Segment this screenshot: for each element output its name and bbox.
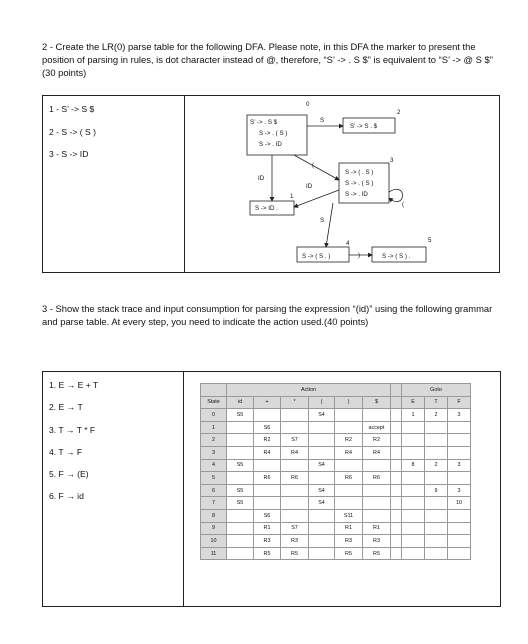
table-cell: R4	[254, 446, 281, 459]
column-divider	[184, 96, 185, 272]
state-cell: 1	[201, 421, 227, 434]
table-cell: S4	[309, 497, 335, 510]
table-cell: R4	[281, 446, 309, 459]
table-cell	[425, 497, 448, 510]
table-cell: R3	[254, 535, 281, 548]
column-header: F	[448, 396, 471, 409]
goto-header: Goto	[402, 384, 471, 397]
table-cell	[309, 446, 335, 459]
table-cell	[254, 497, 281, 510]
dfa-state-2-item-1: S’ -> S . $	[350, 123, 378, 130]
grammar-rule-2: 2. E → T	[49, 402, 83, 412]
state-cell: 2	[201, 434, 227, 447]
table-cell	[402, 535, 425, 548]
dfa-edge-label-3-3: (	[402, 201, 405, 208]
table-cell: R2	[254, 434, 281, 447]
table-row	[201, 409, 471, 422]
question-2-box	[42, 95, 500, 273]
column-divider	[183, 372, 184, 606]
spacer-cell	[391, 522, 402, 535]
table-cell	[281, 497, 309, 510]
table-cell: R5	[281, 547, 309, 560]
state-cell: 11	[201, 547, 227, 560]
table-cell	[448, 472, 471, 485]
table-corner-cell	[201, 384, 227, 397]
table-cell: R1	[254, 522, 281, 535]
table-cell	[363, 484, 391, 497]
table-cell	[402, 497, 425, 510]
dfa-state-number-4: 4	[346, 240, 350, 247]
table-cell: S4	[309, 409, 335, 422]
state-cell: 6	[201, 484, 227, 497]
spacer-cell	[391, 384, 402, 397]
table-cell: S11	[335, 509, 363, 522]
dfa-edge-label-0-3: (	[312, 162, 315, 169]
table-cell	[335, 484, 363, 497]
table-cell	[309, 509, 335, 522]
grammar-rule-1: 1. E → E + T	[49, 380, 99, 390]
table-cell: S5	[227, 409, 254, 422]
grammar-rule-3: 3 - S -> ID	[49, 149, 89, 159]
dfa-state-number-0: 0	[306, 101, 310, 108]
table-cell	[402, 484, 425, 497]
spacer-cell	[391, 396, 402, 409]
table-row	[201, 434, 471, 447]
dfa-state-3-item-2: S -> . ( S )	[345, 180, 374, 187]
state-cell: 8	[201, 509, 227, 522]
table-cell	[227, 434, 254, 447]
table-cell	[363, 409, 391, 422]
table-cell	[448, 522, 471, 535]
table-cell: R5	[363, 547, 391, 560]
spacer-cell	[391, 421, 402, 434]
grammar-rule-1: 1 - S’ -> S $	[49, 104, 95, 114]
table-cell	[425, 421, 448, 434]
table-cell	[402, 421, 425, 434]
table-cell: S6	[254, 421, 281, 434]
table-cell: 10	[448, 497, 471, 510]
column-header: $	[363, 396, 391, 409]
table-row	[201, 509, 471, 522]
table-cell	[281, 459, 309, 472]
dfa-edge-label-3-4: S	[320, 217, 325, 224]
dfa-edge-label-0-1: ID	[258, 175, 265, 182]
table-cell: accept	[363, 421, 391, 434]
column-header: *	[281, 396, 309, 409]
table-cell: 2	[425, 459, 448, 472]
table-cell: S5	[227, 459, 254, 472]
spacer-cell	[391, 472, 402, 485]
table-cell	[402, 509, 425, 522]
table-cell	[309, 472, 335, 485]
spacer-cell	[391, 497, 402, 510]
state-cell: 0	[201, 409, 227, 422]
table-cell: 8	[402, 459, 425, 472]
table-cell	[309, 547, 335, 560]
table-cell: S6	[254, 509, 281, 522]
table-cell	[335, 409, 363, 422]
table-cell: R3	[363, 535, 391, 548]
table-cell	[425, 535, 448, 548]
table-cell	[281, 484, 309, 497]
dfa-state-5-item-1: S -> ( S ) .	[382, 253, 411, 260]
dfa-state-number-1: 1	[290, 193, 294, 200]
table-cell	[254, 459, 281, 472]
table-cell	[227, 547, 254, 560]
table-cell	[309, 522, 335, 535]
dfa-state-number-3: 3	[390, 157, 394, 164]
grammar-rule-4: 4. T → F	[49, 447, 83, 457]
table-cell	[448, 509, 471, 522]
table-cell	[425, 446, 448, 459]
table-cell: S5	[227, 497, 254, 510]
table-cell: R6	[281, 472, 309, 485]
spacer-cell	[391, 535, 402, 548]
table-cell	[448, 434, 471, 447]
table-cell: R1	[363, 522, 391, 535]
table-cell	[402, 434, 425, 447]
table-cell: 1	[402, 409, 425, 422]
table-cell	[254, 484, 281, 497]
spacer-cell	[391, 446, 402, 459]
table-cell	[281, 421, 309, 434]
table-cell	[227, 522, 254, 535]
dfa-state-3-item-1: S -> ( . S )	[345, 169, 374, 176]
column-header: id	[227, 396, 254, 409]
table-cell	[425, 509, 448, 522]
state-cell: 7	[201, 497, 227, 510]
dfa-edge-label-3-1: ID	[306, 183, 313, 190]
dfa-state-1-item-1: S -> ID .	[255, 205, 278, 212]
table-cell: S4	[309, 459, 335, 472]
table-row	[201, 535, 471, 548]
table-cell	[363, 497, 391, 510]
table-cell	[402, 446, 425, 459]
table-cell	[402, 472, 425, 485]
table-cell	[309, 421, 335, 434]
column-header: T	[425, 396, 448, 409]
column-header: (	[309, 396, 335, 409]
table-cell: R5	[254, 547, 281, 560]
table-cell: R1	[335, 522, 363, 535]
dfa-state-3-item-3: S -> . ID	[345, 191, 368, 198]
table-row	[201, 547, 471, 560]
table-cell	[425, 434, 448, 447]
table-cell	[281, 509, 309, 522]
table-cell: 3	[448, 459, 471, 472]
table-cell	[363, 509, 391, 522]
table-cell: R2	[335, 434, 363, 447]
table-cell	[309, 535, 335, 548]
table-cell: S4	[309, 484, 335, 497]
dfa-state-number-5: 5	[428, 237, 432, 244]
table-cell	[448, 446, 471, 459]
table-cell	[335, 459, 363, 472]
table-cell	[309, 434, 335, 447]
table-cell	[425, 547, 448, 560]
table-cell	[335, 497, 363, 510]
table-cell	[363, 459, 391, 472]
question-2-text: 2 - Create the LR(0) parse table for the following DFA. Please note, in this DFA the marker to present the position of parsing in rules, is dot character instead of @, therefore, “S’ -> . S $” is equivalent to “S’ -> @ S $” (30 points)	[42, 41, 493, 78]
state-cell: 3	[201, 446, 227, 459]
parse-table	[200, 383, 471, 560]
table-cell: 3	[448, 484, 471, 497]
table-cell: R5	[335, 547, 363, 560]
table-row	[201, 446, 471, 459]
table-cell	[227, 472, 254, 485]
spacer-cell	[391, 547, 402, 560]
table-cell	[254, 409, 281, 422]
spacer-cell	[391, 459, 402, 472]
grammar-rule-6: 6. F → id	[49, 491, 84, 501]
spacer-cell	[391, 484, 402, 497]
dfa-state-4-item-1: S -> ( S . )	[302, 253, 331, 260]
table-cell	[227, 509, 254, 522]
dfa-state-0-item-2: S -> . ( S )	[259, 130, 288, 137]
table-cell: R6	[363, 472, 391, 485]
table-cell	[448, 421, 471, 434]
dfa-edge-label-4-5: )	[358, 252, 361, 259]
table-cell: R4	[363, 446, 391, 459]
table-cell	[335, 421, 363, 434]
table-cell	[448, 535, 471, 548]
spacer-cell	[391, 509, 402, 522]
state-cell: 5	[201, 472, 227, 485]
dfa-state-number-2: 2	[397, 109, 401, 116]
table-cell: S5	[227, 484, 254, 497]
table-cell: R3	[281, 535, 309, 548]
grammar-rule-3: 3. T → T * F	[49, 425, 96, 435]
column-header: +	[254, 396, 281, 409]
table-cell	[448, 547, 471, 560]
action-header: Action	[227, 384, 391, 397]
dfa-state-0-item-3: S -> . ID	[259, 141, 282, 148]
dfa-state-0-item-1: S’ -> . S $	[250, 119, 278, 126]
state-cell: 4	[201, 459, 227, 472]
column-header: )	[335, 396, 363, 409]
table-cell: S7	[281, 522, 309, 535]
table-cell: R4	[335, 446, 363, 459]
table-row	[201, 484, 471, 497]
table-cell	[227, 421, 254, 434]
grammar-rule-5: 5. F → (E)	[49, 469, 89, 479]
table-row	[201, 522, 471, 535]
table-cell: R3	[335, 535, 363, 548]
table-cell	[425, 472, 448, 485]
table-row	[201, 497, 471, 510]
spacer-cell	[391, 409, 402, 422]
state-cell: 9	[201, 522, 227, 535]
table-cell: S7	[281, 434, 309, 447]
table-cell: 3	[448, 409, 471, 422]
table-cell	[227, 535, 254, 548]
table-cell	[402, 547, 425, 560]
table-cell	[227, 446, 254, 459]
question-3-text: 3 - Show the stack trace and input consumption for parsing the expression “(id)” using the following grammar and parse table. At every step, you need to indicate the action used.(40 points)	[42, 303, 493, 327]
table-cell: 2	[425, 409, 448, 422]
table-cell: R2	[363, 434, 391, 447]
table-cell: R6	[335, 472, 363, 485]
dfa-edge-label-0-2: S	[320, 117, 325, 124]
column-header: State	[201, 396, 227, 409]
table-cell	[281, 409, 309, 422]
table-row	[201, 472, 471, 485]
spacer-cell	[391, 434, 402, 447]
table-cell: R6	[254, 472, 281, 485]
column-header: E	[402, 396, 425, 409]
table-cell	[425, 522, 448, 535]
state-cell: 10	[201, 535, 227, 548]
table-cell	[402, 522, 425, 535]
table-row	[201, 421, 471, 434]
grammar-rule-2: 2 - S -> ( S )	[49, 127, 97, 137]
table-cell: 9	[425, 484, 448, 497]
table-row	[201, 459, 471, 472]
